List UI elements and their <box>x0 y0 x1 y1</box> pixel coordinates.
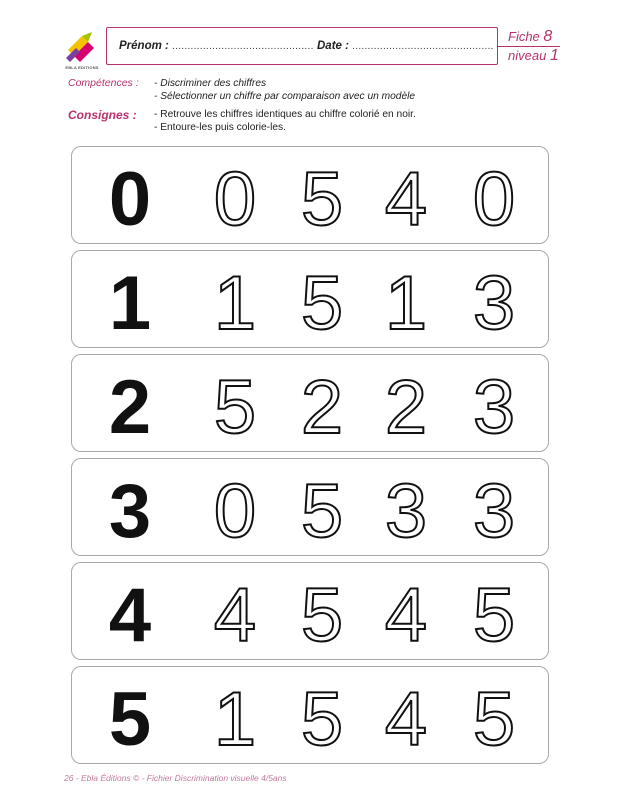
choice-digit[interactable]: 3 <box>384 469 428 554</box>
date-label: Date : <box>317 40 349 52</box>
choice-digit[interactable]: 1 <box>213 677 257 762</box>
choice-digit[interactable]: 1 <box>384 261 428 346</box>
ebla-logo-icon <box>62 28 102 68</box>
choice-digit[interactable]: 4 <box>384 677 428 762</box>
consigne-line: - Entoure-les puis colorie-les. <box>154 122 286 133</box>
choice-digit[interactable]: 4 <box>213 573 257 658</box>
exercise-row <box>71 354 549 452</box>
model-digit: 0 <box>108 157 152 242</box>
prenom-field[interactable] <box>119 40 314 52</box>
choice-digit[interactable]: 5 <box>472 573 516 658</box>
choice-digit[interactable]: 5 <box>300 157 344 242</box>
choice-digit[interactable]: 5 <box>300 261 344 346</box>
model-digit: 2 <box>108 365 152 450</box>
competence-line: - Discriminer des chiffres <box>154 78 267 89</box>
choice-digit[interactable]: 5 <box>300 469 344 554</box>
fiche-label: Fiche 8 <box>508 28 553 45</box>
choice-digit[interactable]: 0 <box>213 469 257 554</box>
choice-digit[interactable]: 5 <box>300 573 344 658</box>
choice-digit[interactable]: 4 <box>384 157 428 242</box>
model-digit: 5 <box>108 677 152 762</box>
choice-digit[interactable]: 1 <box>213 261 257 346</box>
choice-digit[interactable]: 3 <box>472 261 516 346</box>
consigne-line: - Retrouve les chiffres identiques au chiffre colorié en noir. <box>154 109 416 120</box>
choice-digit[interactable]: 5 <box>472 677 516 762</box>
footer-text: 26 - Ebla Éditions © - Fichier Discrimination visuelle 4/5ans <box>64 773 287 783</box>
date-dots: .............................................. <box>352 41 494 52</box>
prenom-label: Prénom : <box>119 40 169 52</box>
competence-line: - Sélectionner un chiffre par comparaison avec un modèle <box>154 91 416 102</box>
choice-digit[interactable]: 5 <box>213 365 257 450</box>
exercise-row <box>71 562 549 660</box>
choice-digit[interactable]: 0 <box>213 157 257 242</box>
exercise-row <box>71 146 549 244</box>
logo-text: EBLA EDITIONS <box>65 65 99 70</box>
choice-digit[interactable]: 4 <box>384 573 428 658</box>
model-digit: 3 <box>108 469 152 554</box>
competences-label: Compétences : <box>68 77 139 89</box>
model-digit: 1 <box>108 261 152 346</box>
consignes-label: Consignes : <box>68 108 137 122</box>
choice-digit[interactable]: 3 <box>472 469 516 554</box>
niveau-number: 1 <box>549 47 559 64</box>
choice-digit[interactable]: 2 <box>384 365 428 450</box>
choice-digit[interactable]: 3 <box>472 365 516 450</box>
choice-digit[interactable]: 5 <box>300 677 344 762</box>
choice-digit[interactable]: 0 <box>472 157 516 242</box>
choice-digit[interactable]: 2 <box>300 365 344 450</box>
niveau-label: niveau 1 <box>508 47 559 64</box>
date-field[interactable] <box>317 40 494 52</box>
exercise-row <box>71 250 549 348</box>
prenom-dots: .............................................. <box>172 41 314 52</box>
exercise-row <box>71 458 549 556</box>
exercise-row <box>71 666 549 764</box>
name-date-box <box>106 27 498 65</box>
fiche-number: 8 <box>543 28 553 45</box>
model-digit: 4 <box>108 573 152 658</box>
